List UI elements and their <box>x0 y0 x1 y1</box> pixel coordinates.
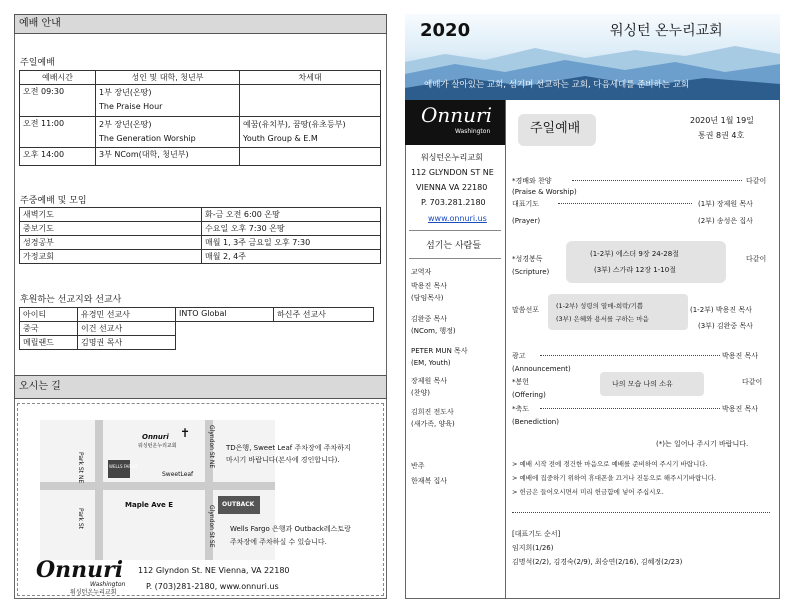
prayer-order-line2: 김명석(2/2), 김경숙(2/9), 최승연(2/16), 김혜정(2/23) <box>512 558 683 566</box>
mission-cell: INTO Global <box>176 308 274 322</box>
time-cell: 오전 11:00 <box>20 117 96 148</box>
notice-line: > 예배 시작 전에 경건한 마음으로 예배를 준비하여 주시기 바랍니다. <box>512 460 708 468</box>
church-name: 워싱턴 온누리교회 <box>610 23 723 39</box>
offering-song: 나의 모습 나의 소유 <box>612 380 673 388</box>
sunday-title: 주일예배 <box>20 58 55 68</box>
map-note2b: 주차장에 주차하실 수 있습니다. <box>230 538 327 546</box>
empty-cell <box>176 336 274 350</box>
order-who: (1부) 장제원 목사 <box>698 200 753 208</box>
order-who: (1-2부) 박용진 목사 <box>690 306 752 314</box>
next-line: Youth Group & E.M <box>243 134 318 143</box>
stand-note: (*)는 일어나 주시기 바랍니다. <box>656 440 749 448</box>
order-label: *경배와 찬양 <box>512 177 552 185</box>
weekday-title: 주중예배 및 모임 <box>20 196 87 206</box>
order-label: *성경봉독 <box>512 255 543 263</box>
col-time: 예배시간 <box>20 71 96 85</box>
notice-line: > 예배에 집중하기 위하여 휴대폰을 끄거나 진동으로 해주시기바랍니다. <box>512 474 717 482</box>
sermon-line2: (3부) 은혜와 용서를 구하는 마음 <box>556 315 649 323</box>
scripture-box <box>566 241 726 283</box>
mission-cell: 이건 선교사 <box>78 322 176 336</box>
order-who: 다같이 <box>746 177 767 185</box>
next-cell <box>240 148 381 166</box>
church-cross-icon: ✝ <box>180 426 191 440</box>
order-leader <box>540 408 720 409</box>
map-maple-label: Maple Ave E <box>125 501 173 509</box>
motto: 예배가 살아있는 교회, 섬기며 선교하는 교회, 다음세대를 준비하는 교회 <box>424 80 690 90</box>
mission-cell: 하신주 선교사 <box>274 308 374 322</box>
order-label: *축도 <box>512 405 530 413</box>
order-who: 다같이 <box>742 378 763 386</box>
weekday-name: 가정교회 <box>20 250 202 264</box>
server-role: 한재복 집사 <box>411 477 448 485</box>
mission-cell: 김명권 목사 <box>78 336 176 350</box>
notes-divider <box>512 512 770 513</box>
map-sweetleaf-label: SweetLeaf <box>162 471 194 478</box>
order-sub: (Praise & Worship) <box>512 188 577 196</box>
order-who: 박용진 목사 <box>722 405 759 413</box>
order-label: 광고 <box>512 352 526 360</box>
col-next: 차세대 <box>240 71 381 85</box>
order-sub: (Prayer) <box>512 217 541 225</box>
server-desc: (찬양) <box>411 389 430 397</box>
sermon-box <box>548 294 688 330</box>
footer-logo: Onnuri <box>36 557 124 583</box>
server-role: 장제원 목사 <box>411 377 448 385</box>
adult-cell: 3부 NCom(대학, 청년부) <box>96 148 240 166</box>
footer-phone: P. (703)281-2180, www.onnuri.us <box>146 582 279 591</box>
sermon-line1: (1-2부) 성령의 열매-희락/기쁨 <box>556 302 644 310</box>
order-label: *봉헌 <box>512 378 530 386</box>
next-cell <box>240 117 381 148</box>
map-note2a: Wells Fargo 은행과 Outback레스토랑 <box>230 525 351 533</box>
order-leader <box>572 180 742 181</box>
weekday-time: 매월 2, 4주 <box>202 250 381 264</box>
map-outback-label: OUTBACK <box>222 501 255 508</box>
adult-line: The Generation Worship <box>99 134 196 143</box>
order-label: 대표기도 <box>512 200 540 208</box>
footer-logo-kr: 워싱턴온누리교회 <box>70 589 117 596</box>
service-title: 주일예배 <box>530 121 581 136</box>
map-glyndon-top-label: Glyndon St NE <box>208 425 215 469</box>
mission-cell: 중국 <box>20 322 78 336</box>
address-line2: VIENNA VA 22180 <box>416 183 488 192</box>
server-desc: (담임목사) <box>411 294 444 302</box>
weekday-time: 수요일 오후 7:30 온땅 <box>202 222 381 236</box>
time-cell: 오전 09:30 <box>20 85 96 117</box>
website-link[interactable]: www.onnuri.us <box>428 214 487 223</box>
footer-logo-sub: Washington <box>90 581 126 588</box>
order-who: 다같이 <box>746 255 767 263</box>
church-kr: 워싱턴온누리교회 <box>421 153 483 162</box>
server-desc: (새가족, 양육) <box>411 420 455 428</box>
servers-title: 섬기는 사람들 <box>426 241 482 251</box>
adult-line: 2부 장년(온땅) <box>99 120 152 129</box>
mission-cell: 메릴랜드 <box>20 336 78 350</box>
scripture-line1: (1-2부) 에스더 9장 24-28절 <box>590 250 679 258</box>
weekday-name: 성경공부 <box>20 236 202 250</box>
map-note1a: TD은행, Sweet Leaf 주차장에 주차하지 <box>226 444 351 452</box>
footer-address: 112 Glyndon St. NE Vienna, VA 22180 <box>138 566 290 575</box>
adult-line: The Praise Hour <box>99 102 163 111</box>
empty-cell <box>274 336 374 350</box>
col-adult: 성인 및 대학, 청년부 <box>96 71 240 85</box>
worship-header: 예배 안내 <box>14 14 387 34</box>
server-desc: (EM, Youth) <box>411 359 451 367</box>
order-sub: (Offering) <box>512 391 546 399</box>
server-role: 김희진 전도사 <box>411 408 454 416</box>
order-who2: (3부) 김완중 목사 <box>698 322 753 330</box>
adult-cell <box>96 117 240 148</box>
empty-cell <box>176 322 274 336</box>
mission-table <box>19 307 374 350</box>
server-role: 김완중 목사 <box>411 315 448 323</box>
address-line1: 112 GLYNDON ST NE <box>411 168 494 177</box>
year: 2020 <box>420 20 471 41</box>
weekday-time: 매월 1, 3주 금요일 오후 7:30 <box>202 236 381 250</box>
order-sub: (Announcement) <box>512 365 571 373</box>
map-park-bottom-label: Park St <box>77 508 84 530</box>
server-desc: (NCom, 행정) <box>411 327 456 335</box>
map-church-sub: 워싱턴온누리교회 <box>138 443 177 449</box>
order-sub: (Benediction) <box>512 418 559 426</box>
adult-line: 1부 장년(온땅) <box>99 88 152 97</box>
sidebar-divider <box>505 100 506 599</box>
servers-divider <box>409 230 501 231</box>
order-label: 말씀선포 <box>512 306 540 314</box>
weekday-name: 중보기도 <box>20 222 202 236</box>
sidebar-logo: Onnuri <box>421 103 492 127</box>
weekday-name: 새벽기도 <box>20 208 202 222</box>
empty-cell <box>274 322 374 336</box>
directions-header: 오시는 길 <box>14 375 387 399</box>
server-role: PETER MUN 목사 <box>411 347 468 355</box>
service-volume: 통권 8권 4호 <box>698 131 745 140</box>
map-glyndon-bottom-label: Glyndon St SE <box>208 505 215 548</box>
weekday-table <box>19 207 381 264</box>
weekday-time: 화-금 오전 6:00 온땅 <box>202 208 381 222</box>
scripture-line2: (3부) 스가랴 12장 1-10절 <box>594 266 676 274</box>
mission-title: 후원하는 선교지와 선교사 <box>20 295 122 305</box>
map-park-top-label: Park St NE <box>77 452 84 484</box>
order-leader <box>558 203 692 204</box>
server-role: 박용진 목사 <box>411 282 448 290</box>
servers-divider <box>409 258 501 259</box>
order-who: 박용진 목사 <box>722 352 759 360</box>
order-leader <box>540 355 720 356</box>
next-cell <box>240 85 381 117</box>
adult-cell <box>96 85 240 117</box>
prayer-order-title: [대표기도 순서] <box>512 530 561 538</box>
map-note1b: 마시기 바랍니다(본사에 경인합니다). <box>226 456 340 464</box>
map-church-label: Onnuri <box>142 433 169 441</box>
time-cell: 오후 14:00 <box>20 148 96 166</box>
next-line: 예꿈(유치부), 꿈땅(유초등부) <box>243 120 346 129</box>
service-date: 2020년 1월 19일 <box>690 116 754 125</box>
mission-cell: 아이티 <box>20 308 78 322</box>
notice-line: > 헌금은 들어오시면서 미리 헌금함에 넣어 주십시오. <box>512 488 664 496</box>
order-who2: (2부) 송성은 집사 <box>698 217 753 225</box>
prayer-order-line1: 임지희(1/26) <box>512 544 554 552</box>
order-sub: (Scripture) <box>512 268 550 276</box>
mission-cell: 유경민 선교사 <box>78 308 176 322</box>
sidebar-logo-sub: Washington <box>455 128 491 135</box>
map-wells-label: WELLS FARGO <box>109 464 138 469</box>
phone: P. 703.281.2180 <box>421 198 486 207</box>
sunday-table <box>19 70 381 166</box>
server-role: 교역자 <box>411 268 432 276</box>
server-role: 반주 <box>411 462 425 470</box>
